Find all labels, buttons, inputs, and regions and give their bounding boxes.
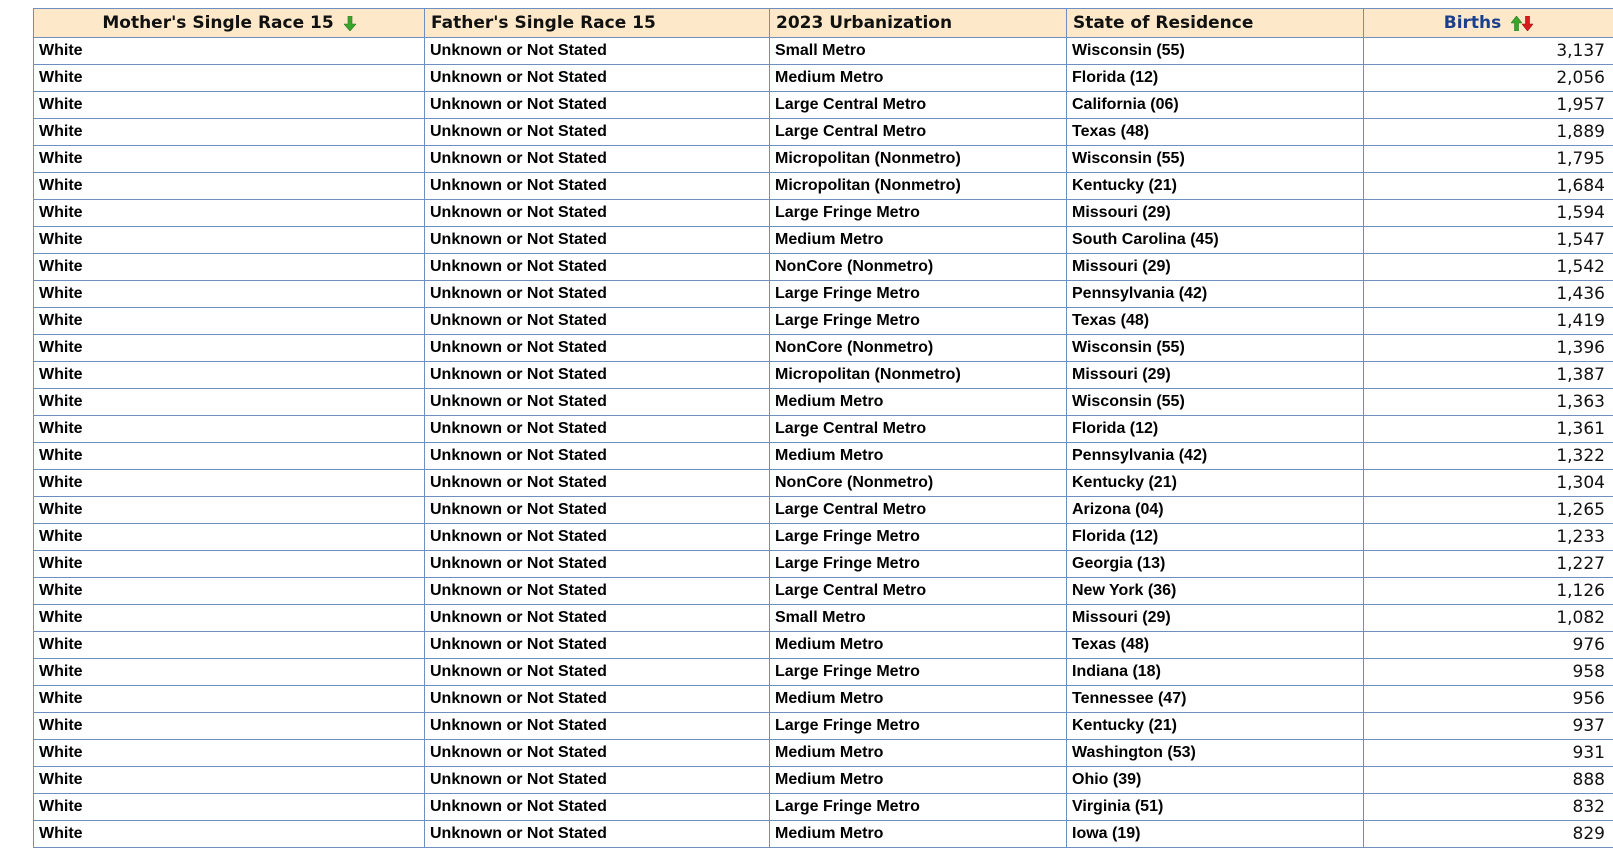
table-row [34, 794, 1613, 821]
cell-births: 3,137 [1364, 38, 1613, 65]
cell-births: 931 [1364, 740, 1613, 767]
table-row [34, 389, 1613, 416]
table-row [34, 335, 1613, 362]
table-row [34, 281, 1613, 308]
cell-urbanization: Small Metro [770, 38, 1067, 65]
table-row [34, 740, 1613, 767]
cell-urbanization: Large Fringe Metro [770, 551, 1067, 578]
sort-descending-icon[interactable] [1522, 16, 1533, 31]
cell-state: Virginia (51) [1067, 794, 1364, 821]
cell-births: 888 [1364, 767, 1613, 794]
cell-mother-race: White [34, 308, 425, 335]
cell-state: Florida (12) [1067, 416, 1364, 443]
cell-father-race: Unknown or Not Stated [425, 821, 770, 848]
table-row [34, 443, 1613, 470]
column-header-label: Father's Single Race 15 [431, 13, 656, 33]
cell-state: Wisconsin (55) [1067, 38, 1364, 65]
cell-father-race: Unknown or Not Stated [425, 281, 770, 308]
results-table-container [33, 8, 1613, 848]
cell-mother-race: White [34, 497, 425, 524]
cell-state: Wisconsin (55) [1067, 335, 1364, 362]
table-row [34, 92, 1613, 119]
cell-father-race: Unknown or Not Stated [425, 173, 770, 200]
cell-urbanization: Large Fringe Metro [770, 659, 1067, 686]
column-header-urbanization[interactable] [770, 9, 1067, 38]
table-header-row [34, 9, 1613, 38]
cell-father-race: Unknown or Not Stated [425, 686, 770, 713]
cell-state: Texas (48) [1067, 308, 1364, 335]
cell-urbanization: Large Central Metro [770, 92, 1067, 119]
cell-births: 1,795 [1364, 146, 1613, 173]
cell-father-race: Unknown or Not Stated [425, 92, 770, 119]
cell-births: 937 [1364, 713, 1613, 740]
cell-mother-race: White [34, 227, 425, 254]
column-header-label: State of Residence [1073, 13, 1254, 33]
cell-births: 1,957 [1364, 92, 1613, 119]
cell-urbanization: Medium Metro [770, 227, 1067, 254]
cell-state: Florida (12) [1067, 524, 1364, 551]
table-row [34, 65, 1613, 92]
cell-father-race: Unknown or Not Stated [425, 605, 770, 632]
table-row [34, 524, 1613, 551]
cell-state: Pennsylvania (42) [1067, 281, 1364, 308]
cell-mother-race: White [34, 119, 425, 146]
cell-urbanization: Micropolitan (Nonmetro) [770, 362, 1067, 389]
cell-father-race: Unknown or Not Stated [425, 38, 770, 65]
cell-mother-race: White [34, 740, 425, 767]
cell-mother-race: White [34, 632, 425, 659]
cell-urbanization: Large Fringe Metro [770, 794, 1067, 821]
column-header-births[interactable] [1364, 9, 1613, 38]
cell-state: Arizona (04) [1067, 497, 1364, 524]
cell-births: 1,361 [1364, 416, 1613, 443]
table-row [34, 578, 1613, 605]
table-row [34, 200, 1613, 227]
cell-births: 976 [1364, 632, 1613, 659]
cell-father-race: Unknown or Not Stated [425, 119, 770, 146]
results-table [33, 8, 1613, 848]
table-row [34, 308, 1613, 335]
table-row [34, 362, 1613, 389]
cell-state: Ohio (39) [1067, 767, 1364, 794]
table-row [34, 551, 1613, 578]
cell-father-race: Unknown or Not Stated [425, 740, 770, 767]
cell-father-race: Unknown or Not Stated [425, 443, 770, 470]
cell-births: 1,322 [1364, 443, 1613, 470]
cell-urbanization: Small Metro [770, 605, 1067, 632]
table-row [34, 119, 1613, 146]
cell-state: New York (36) [1067, 578, 1364, 605]
cell-state: Missouri (29) [1067, 254, 1364, 281]
cell-state: Washington (53) [1067, 740, 1364, 767]
cell-urbanization: NonCore (Nonmetro) [770, 335, 1067, 362]
table-row [34, 254, 1613, 281]
cell-mother-race: White [34, 416, 425, 443]
cell-urbanization: Micropolitan (Nonmetro) [770, 173, 1067, 200]
cell-mother-race: White [34, 794, 425, 821]
cell-mother-race: White [34, 335, 425, 362]
cell-births: 1,082 [1364, 605, 1613, 632]
cell-father-race: Unknown or Not Stated [425, 362, 770, 389]
cell-father-race: Unknown or Not Stated [425, 497, 770, 524]
cell-state: Kentucky (21) [1067, 470, 1364, 497]
cell-urbanization: Medium Metro [770, 740, 1067, 767]
cell-state: Pennsylvania (42) [1067, 443, 1364, 470]
cell-state: Wisconsin (55) [1067, 146, 1364, 173]
table-row [34, 470, 1613, 497]
cell-births: 958 [1364, 659, 1613, 686]
cell-births: 1,436 [1364, 281, 1613, 308]
cell-births: 956 [1364, 686, 1613, 713]
cell-mother-race: White [34, 470, 425, 497]
cell-urbanization: Medium Metro [770, 65, 1067, 92]
cell-urbanization: Large Fringe Metro [770, 713, 1067, 740]
cell-urbanization: Medium Metro [770, 686, 1067, 713]
cell-mother-race: White [34, 200, 425, 227]
cell-mother-race: White [34, 551, 425, 578]
cell-urbanization: NonCore (Nonmetro) [770, 470, 1067, 497]
cell-urbanization: Large Fringe Metro [770, 524, 1067, 551]
cell-urbanization: Large Central Metro [770, 119, 1067, 146]
column-header-label[interactable]: Births [1443, 13, 1502, 33]
table-row [34, 38, 1613, 65]
table-row [34, 632, 1613, 659]
cell-mother-race: White [34, 173, 425, 200]
cell-state: Indiana (18) [1067, 659, 1364, 686]
cell-father-race: Unknown or Not Stated [425, 470, 770, 497]
cell-state: Wisconsin (55) [1067, 389, 1364, 416]
cell-mother-race: White [34, 362, 425, 389]
cell-urbanization: NonCore (Nonmetro) [770, 254, 1067, 281]
cell-father-race: Unknown or Not Stated [425, 578, 770, 605]
cell-mother-race: White [34, 254, 425, 281]
cell-urbanization: Medium Metro [770, 767, 1067, 794]
cell-mother-race: White [34, 659, 425, 686]
cell-births: 1,594 [1364, 200, 1613, 227]
cell-mother-race: White [34, 686, 425, 713]
table-row [34, 659, 1613, 686]
cell-mother-race: White [34, 605, 425, 632]
cell-births: 1,542 [1364, 254, 1613, 281]
cell-mother-race: White [34, 389, 425, 416]
table-row [34, 173, 1613, 200]
cell-births: 1,547 [1364, 227, 1613, 254]
table-row [34, 227, 1613, 254]
cell-state: South Carolina (45) [1067, 227, 1364, 254]
cell-state: Tennessee (47) [1067, 686, 1364, 713]
cell-state: Florida (12) [1067, 65, 1364, 92]
cell-mother-race: White [34, 767, 425, 794]
cell-urbanization: Micropolitan (Nonmetro) [770, 146, 1067, 173]
cell-births: 2,056 [1364, 65, 1613, 92]
cell-father-race: Unknown or Not Stated [425, 200, 770, 227]
column-header-label: 2023 Urbanization [776, 13, 953, 33]
cell-urbanization: Medium Metro [770, 821, 1067, 848]
cell-urbanization: Large Fringe Metro [770, 200, 1067, 227]
cell-mother-race: White [34, 443, 425, 470]
cell-state: Kentucky (21) [1067, 713, 1364, 740]
table-row [34, 416, 1613, 443]
cell-births: 832 [1364, 794, 1613, 821]
cell-father-race: Unknown or Not Stated [425, 767, 770, 794]
cell-urbanization: Large Fringe Metro [770, 281, 1067, 308]
cell-urbanization: Large Fringe Metro [770, 308, 1067, 335]
cell-father-race: Unknown or Not Stated [425, 632, 770, 659]
cell-state: Kentucky (21) [1067, 173, 1364, 200]
cell-births: 1,419 [1364, 308, 1613, 335]
cell-father-race: Unknown or Not Stated [425, 146, 770, 173]
cell-father-race: Unknown or Not Stated [425, 308, 770, 335]
cell-urbanization: Medium Metro [770, 443, 1067, 470]
table-row [34, 497, 1613, 524]
cell-father-race: Unknown or Not Stated [425, 335, 770, 362]
cell-urbanization: Large Central Metro [770, 416, 1067, 443]
cell-father-race: Unknown or Not Stated [425, 389, 770, 416]
cell-state: Georgia (13) [1067, 551, 1364, 578]
cell-state: California (06) [1067, 92, 1364, 119]
table-row [34, 686, 1613, 713]
column-header-father-race[interactable] [425, 9, 770, 38]
cell-births: 1,889 [1364, 119, 1613, 146]
cell-mother-race: White [34, 65, 425, 92]
cell-births: 1,265 [1364, 497, 1613, 524]
cell-urbanization: Medium Metro [770, 389, 1067, 416]
cell-births: 1,684 [1364, 173, 1613, 200]
cell-mother-race: White [34, 281, 425, 308]
cell-mother-race: White [34, 38, 425, 65]
cell-mother-race: White [34, 578, 425, 605]
sort-ascending-icon[interactable] [1511, 16, 1522, 31]
table-row [34, 821, 1613, 848]
cell-urbanization: Medium Metro [770, 632, 1067, 659]
cell-state: Texas (48) [1067, 119, 1364, 146]
cell-father-race: Unknown or Not Stated [425, 713, 770, 740]
cell-births: 1,387 [1364, 362, 1613, 389]
cell-births: 1,304 [1364, 470, 1613, 497]
cell-state: Texas (48) [1067, 632, 1364, 659]
cell-births: 1,233 [1364, 524, 1613, 551]
cell-state: Missouri (29) [1067, 605, 1364, 632]
cell-state: Missouri (29) [1067, 200, 1364, 227]
cell-mother-race: White [34, 713, 425, 740]
cell-mother-race: White [34, 821, 425, 848]
table-body [34, 38, 1613, 848]
cell-state: Iowa (19) [1067, 821, 1364, 848]
cell-father-race: Unknown or Not Stated [425, 551, 770, 578]
table-row [34, 146, 1613, 173]
table-row [34, 767, 1613, 794]
cell-births: 1,126 [1364, 578, 1613, 605]
column-header-mother-race[interactable] [34, 9, 425, 38]
cell-father-race: Unknown or Not Stated [425, 659, 770, 686]
cell-mother-race: White [34, 524, 425, 551]
column-header-label: Mother's Single Race 15 [102, 13, 334, 33]
cell-mother-race: White [34, 146, 425, 173]
column-header-state[interactable] [1067, 9, 1364, 38]
cell-state: Missouri (29) [1067, 362, 1364, 389]
cell-father-race: Unknown or Not Stated [425, 416, 770, 443]
cell-urbanization: Large Central Metro [770, 497, 1067, 524]
table-row [34, 605, 1613, 632]
sort-descending-icon[interactable] [344, 16, 356, 31]
cell-births: 829 [1364, 821, 1613, 848]
cell-births: 1,363 [1364, 389, 1613, 416]
cell-father-race: Unknown or Not Stated [425, 65, 770, 92]
table-row [34, 713, 1613, 740]
cell-father-race: Unknown or Not Stated [425, 524, 770, 551]
cell-father-race: Unknown or Not Stated [425, 227, 770, 254]
cell-urbanization: Large Central Metro [770, 578, 1067, 605]
cell-births: 1,227 [1364, 551, 1613, 578]
cell-mother-race: White [34, 92, 425, 119]
cell-father-race: Unknown or Not Stated [425, 794, 770, 821]
cell-births: 1,396 [1364, 335, 1613, 362]
cell-father-race: Unknown or Not Stated [425, 254, 770, 281]
